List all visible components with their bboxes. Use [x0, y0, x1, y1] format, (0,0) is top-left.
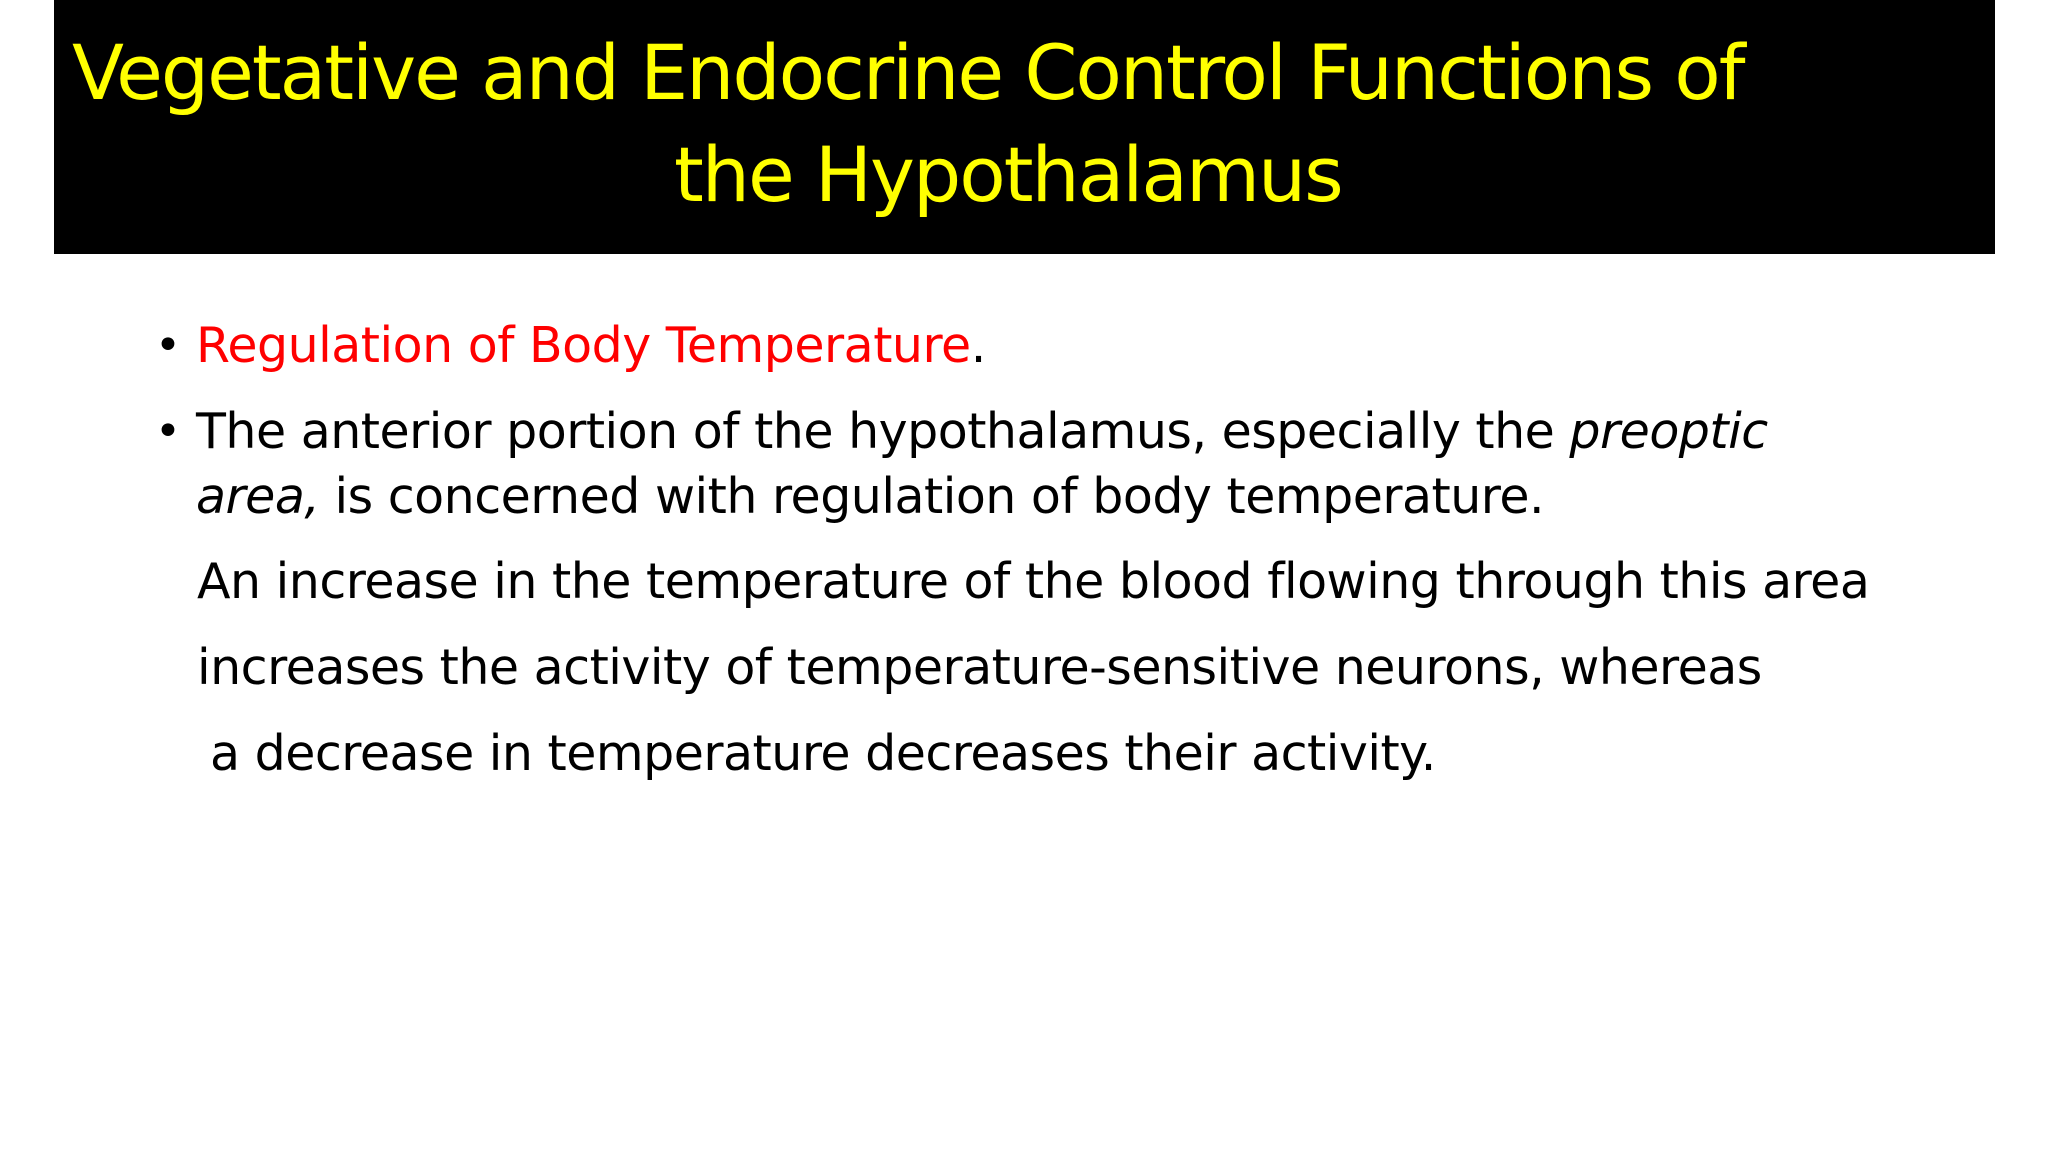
paragraph-line-3: a decrease in temperature decreases their activity.: [210, 725, 1436, 782]
bullet-2-line-2: [196, 467, 1544, 527]
bullet-2-line-1: [196, 402, 1768, 462]
paragraph-line-2: increases the activity of temperature-sensitive neurons, whereas: [197, 639, 1762, 696]
bullet-1-suffix: .: [970, 317, 986, 374]
bullet-1-highlight: Regulation of Body Temperature: [196, 317, 971, 374]
paragraph-line-1: An increase in the temperature of the blood flowing through this area: [197, 553, 1870, 610]
slide-title-line-2: the Hypothalamus: [674, 130, 1342, 219]
bullet-marker-1: •: [155, 320, 181, 371]
bullet-2-line-1-italic: preoptic: [1569, 403, 1768, 460]
bullet-2-line-1-prefix: The anterior portion of the hypothalamus, especially the: [196, 403, 1570, 460]
slide-title-line-1: Vegetative and Endocrine Control Functions of: [72, 28, 1744, 117]
bullet-2-line-2-rest: is concerned with regulation of body temperature.: [319, 468, 1545, 525]
bullet-1-text: [196, 316, 986, 376]
bullet-2-line-2-italic: area,: [196, 468, 320, 525]
title-bar: [54, 0, 1995, 254]
bullet-marker-2: •: [155, 406, 181, 457]
